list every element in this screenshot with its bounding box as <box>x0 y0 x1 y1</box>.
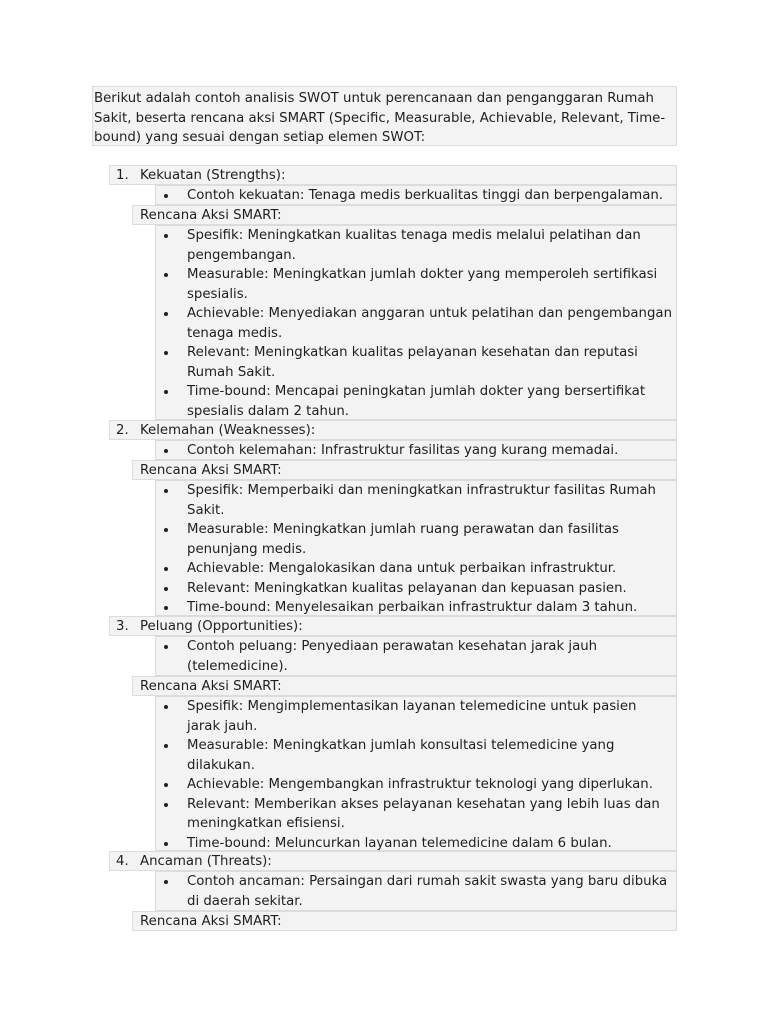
action-list-strengths <box>155 225 677 420</box>
section-heading-opportunities <box>109 616 677 636</box>
action-item-measurable: Measurable: Meningkatkan jumlah dokter yang memperoleh sertifikasi spesialis. <box>187 265 673 304</box>
section-title: Kelemahan (Weaknesses): <box>140 423 316 438</box>
section-title: Peluang (Opportunities): <box>140 619 303 634</box>
example-list-threats <box>155 871 677 911</box>
intro-paragraph: Berikut adalah contoh analisis SWOT untuk perencanaan dan penganggaran Rumah Sakit, beserta rencana aksi SMART (Specific, Measurable, Achievable, Relevant, Time-bound) yang sesuai dengan setiap elemen SWOT: <box>92 86 677 146</box>
action-item-spesifik: Spesifik: Mengimplementasikan layanan telemedicine untuk pasien jarak jauh. <box>187 697 673 736</box>
section-number: 4. <box>116 854 129 869</box>
plan-label-weaknesses: Rencana Aksi SMART: <box>132 460 677 480</box>
action-item-spesifik: Spesifik: Memperbaiki dan meningkatkan infrastruktur fasilitas Rumah Sakit. <box>187 481 673 520</box>
example-list-strengths <box>155 185 677 205</box>
section-heading-threats <box>109 851 677 871</box>
example-item: Contoh kelemahan: Infrastruktur fasilitas yang kurang memadai. <box>187 441 673 461</box>
section-number: 2. <box>116 423 129 438</box>
example-list-opportunities <box>155 636 677 676</box>
action-item-achievable: Achievable: Mengalokasikan dana untuk perbaikan infrastruktur. <box>187 559 673 579</box>
section-title: Kekuatan (Strengths): <box>140 168 286 183</box>
example-item: Contoh ancaman: Persaingan dari rumah sakit swasta yang baru dibuka di daerah sekitar. <box>187 872 673 911</box>
plan-label-opportunities: Rencana Aksi SMART: <box>132 676 677 696</box>
action-item-measurable: Measurable: Meningkatkan jumlah konsultasi telemedicine yang dilakukan. <box>187 736 673 775</box>
action-item-time-bound: Time-bound: Meluncurkan layanan telemedicine dalam 6 bulan. <box>187 834 673 854</box>
action-item-achievable: Achievable: Mengembangkan infrastruktur teknologi yang diperlukan. <box>187 775 673 795</box>
plan-label-threats: Rencana Aksi SMART: <box>132 911 677 931</box>
example-item: Contoh peluang: Penyediaan perawatan kesehatan jarak jauh (telemedicine). <box>187 637 673 676</box>
section-heading-weaknesses <box>109 420 677 440</box>
action-item-spesifik: Spesifik: Meningkatkan kualitas tenaga medis melalui pelatihan dan pengembangan. <box>187 226 673 265</box>
action-list-opportunities <box>155 696 677 851</box>
action-list-weaknesses <box>155 480 677 616</box>
action-item-relevant: Relevant: Meningkatkan kualitas pelayanan kesehatan dan reputasi Rumah Sakit. <box>187 343 673 382</box>
action-item-time-bound: Time-bound: Mencapai peningkatan jumlah dokter yang bersertifikat spesialis dalam 2 tahun. <box>187 382 673 421</box>
action-item-time-bound: Time-bound: Menyelesaikan perbaikan infrastruktur dalam 3 tahun. <box>187 598 673 618</box>
example-item: Contoh kekuatan: Tenaga medis berkualitas tinggi dan berpengalaman. <box>187 186 673 206</box>
action-item-relevant: Relevant: Memberikan akses pelayanan kesehatan yang lebih luas dan meningkatkan efisiensi. <box>187 795 673 834</box>
action-item-measurable: Measurable: Meningkatkan jumlah ruang perawatan dan fasilitas penunjang medis. <box>187 520 673 559</box>
plan-label-strengths: Rencana Aksi SMART: <box>132 205 677 225</box>
action-item-relevant: Relevant: Meningkatkan kualitas pelayanan dan kepuasan pasien. <box>187 579 673 599</box>
example-list-weaknesses <box>155 440 677 460</box>
section-title: Ancaman (Threats): <box>140 854 272 869</box>
section-number: 1. <box>116 168 129 183</box>
section-number: 3. <box>116 619 129 634</box>
action-item-achievable: Achievable: Menyediakan anggaran untuk pelatihan dan pengembangan tenaga medis. <box>187 304 673 343</box>
section-heading-strengths <box>109 165 677 185</box>
